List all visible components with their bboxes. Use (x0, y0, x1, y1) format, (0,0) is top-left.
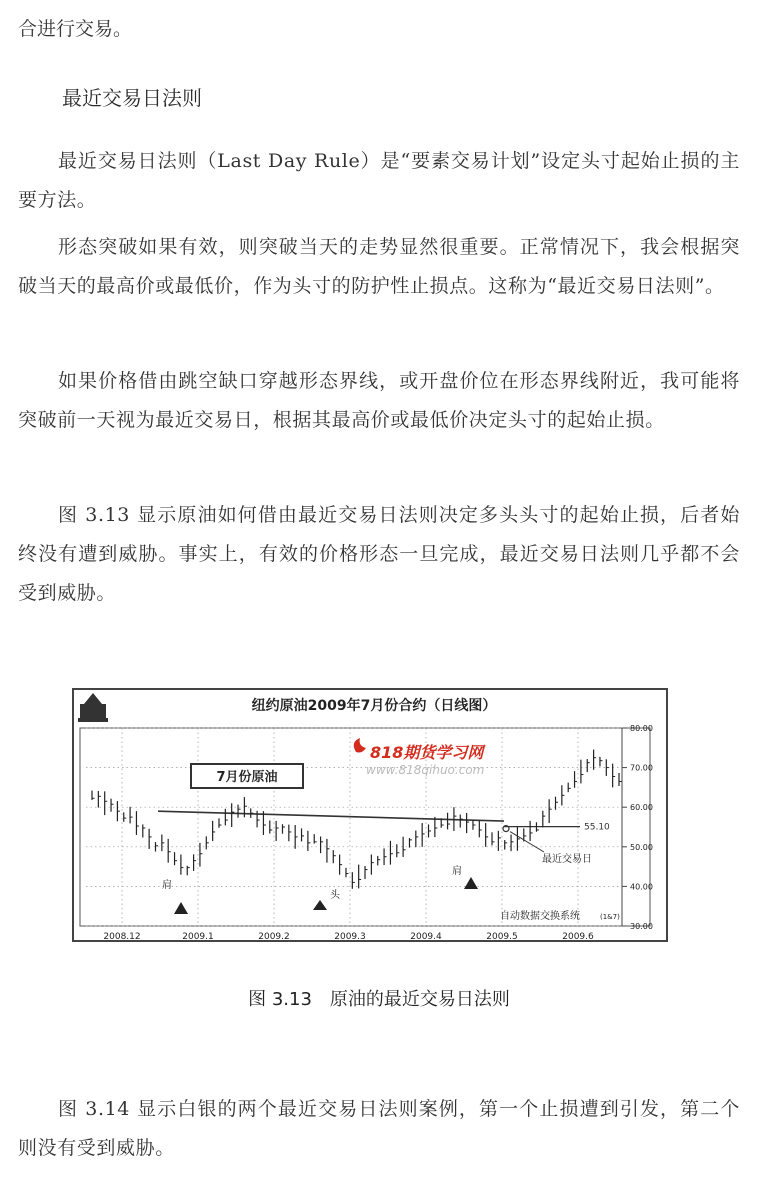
text-fragment: 合进行交易。 (18, 18, 133, 40)
x-tick-label: 2009.6 (562, 932, 594, 940)
stop-label: 最近交易日 (542, 854, 592, 865)
paragraph: 图 3.13 显示原油如何借由最近交易日法则决定多头头寸的起始止损，后者始终没有遭到威胁。事实上，有效的价格形态一旦完成，最近交易日法则几乎都不会受到威胁。 (18, 504, 740, 604)
chart-figure (72, 688, 668, 942)
head-marker (313, 900, 327, 910)
x-tick-label: 2009.2 (258, 932, 290, 940)
figure-caption: 图 3.13 原油的最近交易日法则 (248, 989, 510, 1010)
y-tick-label: 80.00 (630, 724, 653, 733)
x-tick-label: 2008.12 (103, 932, 141, 940)
stop-arrow (510, 832, 544, 852)
paragraph: 最近交易日法则（Last Day Rule）是“要素交易计划”设定头寸起始止损的主要方法。 (18, 150, 740, 211)
contract-label: 7月份原油 (216, 770, 278, 785)
source-suffix: (1&7) (600, 913, 620, 921)
paragraph: 形态突破如果有效，则突破当天的走势显然很重要。正常情况下，我会根据突破当天的最高价或最低价，作为头寸的防护性止损点。这称为“最近交易日法则”。 (18, 236, 740, 297)
stop-value: 55.10 (584, 822, 610, 833)
watermark-title: 818期货学习网 (370, 743, 484, 762)
y-axis-ticks (622, 724, 653, 931)
left-shoulder-label: 肩 (162, 880, 172, 891)
y-tick-label: 60.00 (630, 803, 653, 813)
right-shoulder-marker (464, 877, 478, 889)
price-series (92, 750, 622, 889)
paragraph: 如果价格借由跳空缺口穿越形态界线，或开盘价位在形态界线附近，我可能将突破前一天视为最近交易日，根据其最高价或最低价决定头寸的起始止损。 (18, 370, 740, 431)
watermark-url: www.818qihuo.com (366, 763, 485, 777)
watermark (354, 738, 487, 777)
x-tick-label: 2009.1 (182, 932, 214, 940)
source-label: 自动数据交换系统 (500, 911, 580, 922)
x-tick-label: 2009.5 (486, 932, 518, 940)
section-title: 最近交易日法则 (62, 86, 202, 110)
flame-icon (354, 738, 366, 753)
y-tick-label: 50.00 (630, 842, 653, 852)
x-tick-label: 2009.3 (334, 932, 366, 940)
y-tick-label: 30.00 (630, 922, 653, 931)
neckline (158, 811, 504, 821)
chart-svg (74, 690, 666, 940)
x-tick-label: 2009.4 (410, 932, 442, 940)
head-label: 头 (330, 890, 340, 901)
right-shoulder-label: 肩 (452, 866, 462, 877)
logo-icon (78, 693, 108, 722)
chart-title: 纽约原油2009年7月份合约（日线图） (251, 698, 497, 714)
x-axis-ticks (103, 932, 594, 940)
paragraph: 图 3.14 显示白银的两个最近交易日法则案例，第一个止损遭到引发，第二个则没有受到威胁。 (18, 1098, 740, 1159)
left-shoulder-marker (174, 902, 188, 914)
y-tick-label: 70.00 (630, 763, 653, 773)
y-tick-label: 40.00 (630, 882, 653, 892)
